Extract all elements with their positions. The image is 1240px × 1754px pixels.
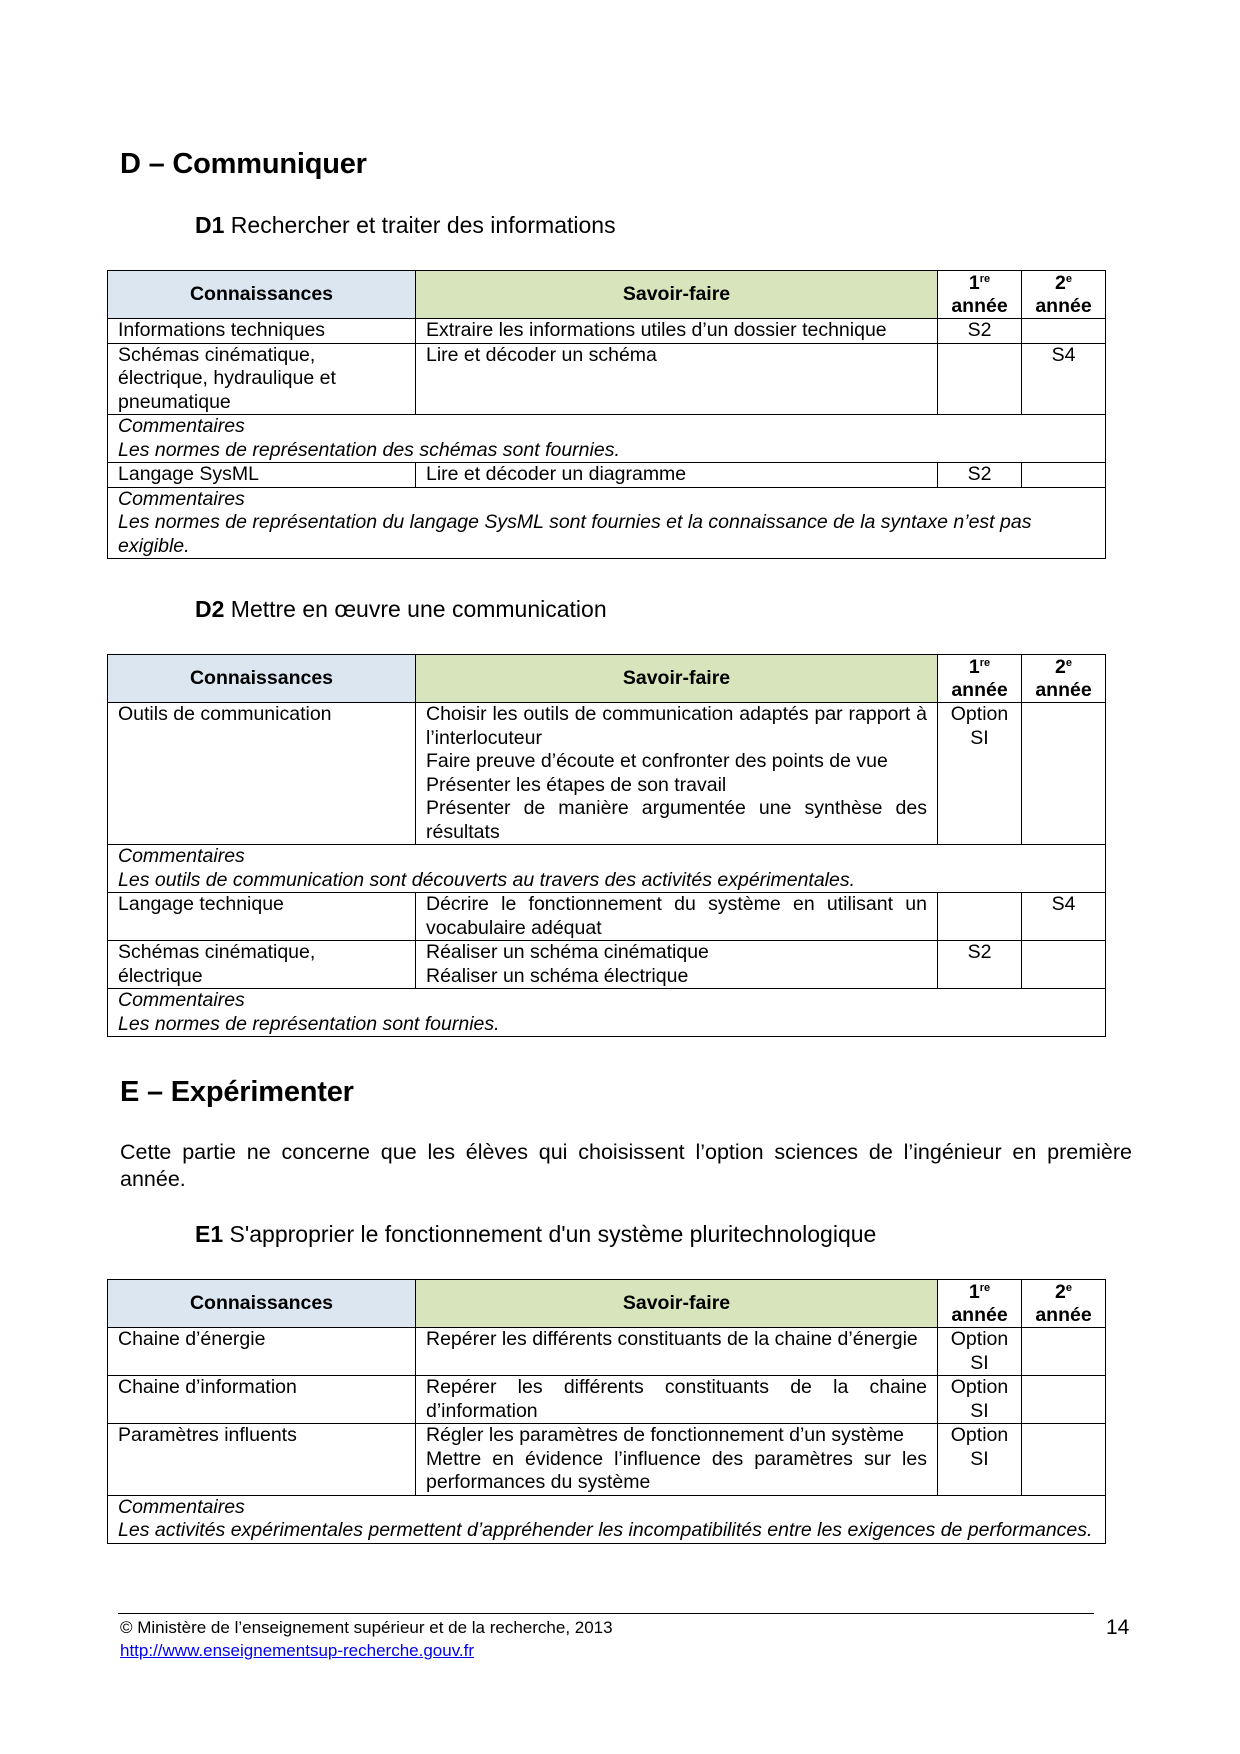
table-header-row bbox=[108, 1280, 1106, 1328]
cell-connaissance: Schémas cinématique, électrique, hydraulique et pneumatique bbox=[108, 343, 416, 415]
comment-row bbox=[108, 989, 1106, 1037]
header-year-2: 2e année bbox=[1022, 655, 1106, 703]
cell-savoir-faire: Lire et décoder un schéma bbox=[416, 343, 938, 415]
header-savoir-faire: Savoir-faire bbox=[416, 655, 938, 703]
comment-text: Les normes de représentation sont fournies. bbox=[118, 1012, 500, 1035]
comment-row bbox=[108, 487, 1106, 559]
cell-savoir-faire: Repérer les différents constituants de la chaine d’énergie bbox=[416, 1328, 938, 1376]
cell-year-2 bbox=[1022, 1328, 1106, 1376]
cell-year-1: Option SI bbox=[938, 1328, 1022, 1376]
header-year-2: 2e année bbox=[1022, 1280, 1106, 1328]
d2-heading bbox=[195, 596, 607, 623]
e1-title: S'approprier le fonctionnement d'un système pluritechnologique bbox=[223, 1221, 877, 1247]
cell-year-2 bbox=[1022, 1376, 1106, 1424]
d1-code: D1 bbox=[195, 212, 225, 238]
cell-year-2 bbox=[1022, 703, 1106, 845]
cell-savoir-faire bbox=[416, 703, 938, 845]
cell-connaissance: Langage SysML bbox=[108, 463, 416, 488]
header-connaissances: Connaissances bbox=[108, 271, 416, 319]
table-row bbox=[108, 893, 1106, 941]
cell-connaissance: Langage technique bbox=[108, 893, 416, 941]
comment-cell bbox=[108, 487, 1106, 559]
savoir-faire-line: Présenter les étapes de son travail bbox=[426, 773, 727, 796]
section-e-intro: Cette partie ne concerne que les élèves qui choisissent l’option sciences de l’ingénieur en première année. bbox=[120, 1140, 1132, 1191]
header-savoir-faire: Savoir-faire bbox=[416, 271, 938, 319]
header-year-1: 1re année bbox=[938, 655, 1022, 703]
table-row bbox=[108, 941, 1106, 989]
savoir-faire-line: Faire preuve d’écoute et confronter des points de vue bbox=[426, 750, 888, 772]
table-header-row bbox=[108, 655, 1106, 703]
comment-cell bbox=[108, 845, 1106, 893]
cell-savoir-faire: Extraire les informations utiles d’un dossier technique bbox=[416, 319, 938, 344]
cell-year-1: S2 bbox=[938, 319, 1022, 344]
comment-text: Les normes de représentation du langage SysML sont fournies et la connaissance de la syntaxe n’est pas exigible. bbox=[118, 511, 1032, 557]
section-d-heading: D – Communiquer bbox=[120, 148, 367, 180]
page-number: 14 bbox=[1106, 1616, 1130, 1639]
cell-year-1: Option SI bbox=[938, 703, 1022, 845]
table-row bbox=[108, 1376, 1106, 1424]
d1-title: Rechercher et traiter des informations bbox=[224, 212, 616, 238]
savoir-faire-line: Régler les paramètres de fonctionnement d’un système bbox=[426, 1424, 904, 1446]
e1-heading bbox=[195, 1221, 876, 1248]
cell-year-1: S2 bbox=[938, 463, 1022, 488]
table-row bbox=[108, 1328, 1106, 1376]
comment-row bbox=[108, 1495, 1106, 1543]
footer-link[interactable]: http://www.enseignementsup-recherche.gouv.fr bbox=[120, 1641, 475, 1660]
cell-year-2 bbox=[1022, 319, 1106, 344]
comment-text: Les normes de représentation des schémas sont fournies. bbox=[118, 438, 620, 461]
table-row bbox=[108, 703, 1106, 845]
comment-cell bbox=[108, 1495, 1106, 1543]
d2-code: D2 bbox=[195, 596, 225, 622]
header-year-1: 1re année bbox=[938, 271, 1022, 319]
table-row bbox=[108, 463, 1106, 488]
table-row bbox=[108, 1424, 1106, 1496]
savoir-faire-line: Réaliser un schéma cinématique bbox=[426, 941, 709, 963]
comment-text: Les outils de communication sont découverts au travers des activités expérimentales. bbox=[118, 868, 856, 891]
cell-connaissance: Schémas cinématique, électrique bbox=[108, 941, 416, 989]
comment-label: Commentaires bbox=[118, 845, 245, 867]
header-connaissances: Connaissances bbox=[108, 655, 416, 703]
header-connaissances: Connaissances bbox=[108, 1280, 416, 1328]
cell-connaissance: Chaine d’information bbox=[108, 1376, 416, 1424]
savoir-faire-line: Réaliser un schéma électrique bbox=[426, 964, 689, 987]
comment-text: Les activités expérimentales permettent d’appréhender les incompatibilités entre les exigences de performances. bbox=[118, 1519, 1093, 1541]
cell-year-2 bbox=[1022, 463, 1106, 488]
table-row bbox=[108, 343, 1106, 415]
header-savoir-faire: Savoir-faire bbox=[416, 1280, 938, 1328]
table-header-row bbox=[108, 271, 1106, 319]
savoir-faire-line: Choisir les outils de communication adaptés par rapport à l’interlocuteur bbox=[426, 703, 927, 749]
table-row bbox=[108, 319, 1106, 344]
cell-connaissance: Paramètres influents bbox=[108, 1424, 416, 1496]
d1-table bbox=[107, 270, 1106, 559]
e1-code: E1 bbox=[195, 1221, 224, 1247]
savoir-faire-line: Présenter de manière argumentée une synthèse des résultats bbox=[426, 797, 927, 843]
comment-cell bbox=[108, 989, 1106, 1037]
cell-year-1 bbox=[938, 343, 1022, 415]
footer-divider bbox=[118, 1613, 1094, 1614]
cell-connaissance: Outils de communication bbox=[108, 703, 416, 845]
footer-copyright: © Ministère de l’enseignement supérieur et de la recherche, 2013 bbox=[120, 1618, 613, 1637]
cell-year-2 bbox=[1022, 941, 1106, 989]
comment-label: Commentaires bbox=[118, 487, 245, 510]
cell-connaissance: Informations techniques bbox=[108, 319, 416, 344]
savoir-faire-line: Mettre en évidence l’influence des paramètres sur les performances du système bbox=[426, 1447, 927, 1493]
comment-label: Commentaires bbox=[118, 1495, 245, 1518]
comment-cell bbox=[108, 415, 1106, 463]
header-year-1: 1re année bbox=[938, 1280, 1022, 1328]
cell-savoir-faire bbox=[416, 941, 938, 989]
comment-row bbox=[108, 415, 1106, 463]
cell-savoir-faire bbox=[416, 1424, 938, 1496]
section-e-heading: E – Expérimenter bbox=[120, 1076, 354, 1108]
cell-year-2 bbox=[1022, 1424, 1106, 1496]
comment-row bbox=[108, 845, 1106, 893]
cell-year-1: Option SI bbox=[938, 1376, 1022, 1424]
comment-label: Commentaires bbox=[118, 415, 245, 437]
d2-table bbox=[107, 654, 1106, 1037]
header-year-2: 2e année bbox=[1022, 271, 1106, 319]
e1-table bbox=[107, 1279, 1106, 1544]
d1-heading bbox=[195, 212, 616, 239]
cell-savoir-faire: Décrire le fonctionnement du système en utilisant un vocabulaire adéquat bbox=[416, 893, 938, 941]
d2-title: Mettre en œuvre une communication bbox=[224, 596, 607, 622]
comment-label: Commentaires bbox=[118, 989, 245, 1011]
cell-year-1 bbox=[938, 893, 1022, 941]
cell-year-1: S2 bbox=[938, 941, 1022, 989]
cell-connaissance: Chaine d’énergie bbox=[108, 1328, 416, 1376]
cell-year-1: Option SI bbox=[938, 1424, 1022, 1496]
cell-year-2: S4 bbox=[1022, 343, 1106, 415]
cell-savoir-faire: Lire et décoder un diagramme bbox=[416, 463, 938, 488]
cell-savoir-faire: Repérer les différents constituants de la chaine d’information bbox=[416, 1376, 938, 1424]
cell-year-2: S4 bbox=[1022, 893, 1106, 941]
